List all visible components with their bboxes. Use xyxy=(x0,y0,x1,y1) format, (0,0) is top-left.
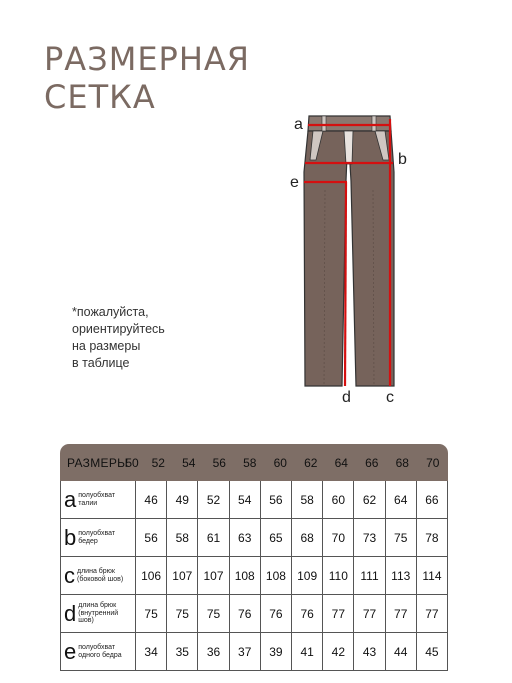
table-cell: 107 xyxy=(198,557,229,594)
table-cell: 60 xyxy=(323,481,354,518)
row-letter: a xyxy=(64,486,77,512)
row-letter: c xyxy=(64,562,75,588)
size-table-body xyxy=(60,481,448,671)
title-line-1: РАЗМЕРНАЯ xyxy=(44,40,251,78)
note-line-2: ориентируйтесь xyxy=(72,322,165,336)
row-description: длина брюк (боковой шов) xyxy=(77,568,124,583)
table-cell: 56 xyxy=(261,481,292,518)
header-size: 60 xyxy=(273,455,287,470)
table-cell: 56 xyxy=(136,519,167,556)
table-cell: 106 xyxy=(136,557,167,594)
table-cell: 58 xyxy=(167,519,198,556)
header-label: РАЗМЕРЫ xyxy=(67,455,129,470)
row-letter: e xyxy=(64,638,77,664)
header-size: 68 xyxy=(395,455,409,470)
header-size: 52 xyxy=(151,455,165,470)
table-cell: 41 xyxy=(292,633,323,670)
table-cell: 45 xyxy=(417,633,448,670)
table-row xyxy=(60,633,448,671)
row-label xyxy=(60,481,136,518)
table-cell: 73 xyxy=(354,519,385,556)
table-cell: 111 xyxy=(354,557,385,594)
note-line-4: в таблице xyxy=(72,356,130,370)
header-size: 66 xyxy=(365,455,379,470)
label-e: e xyxy=(290,174,299,191)
table-cell: 35 xyxy=(167,633,198,670)
measure-line-d xyxy=(345,182,346,386)
row-label xyxy=(60,633,136,670)
table-cell: 36 xyxy=(198,633,229,670)
size-table-header xyxy=(60,444,448,481)
table-cell: 78 xyxy=(417,519,448,556)
table-cell: 42 xyxy=(323,633,354,670)
note-line-1: *пожалуйста, xyxy=(72,305,149,319)
table-cell: 52 xyxy=(198,481,229,518)
belt-loop xyxy=(372,116,376,131)
pants-fly xyxy=(344,131,353,164)
pants-left-leg xyxy=(304,131,348,386)
header-size: 54 xyxy=(182,455,196,470)
table-cell: 37 xyxy=(230,633,261,670)
table-cell: 110 xyxy=(323,557,354,594)
row-label xyxy=(60,595,136,632)
label-d: d xyxy=(342,389,351,406)
table-cell: 43 xyxy=(354,633,385,670)
pants-waistband xyxy=(308,116,391,131)
table-cell: 75 xyxy=(198,595,229,632)
table-cell: 76 xyxy=(292,595,323,632)
table-row xyxy=(60,595,448,633)
table-cell: 76 xyxy=(261,595,292,632)
table-cell: 62 xyxy=(354,481,385,518)
row-description: полуобхват талии xyxy=(78,492,116,507)
table-cell: 66 xyxy=(417,481,448,518)
header-size: 62 xyxy=(304,455,318,470)
title-line-2: СЕТКА xyxy=(44,78,156,116)
header-size: 64 xyxy=(334,455,348,470)
table-cell: 77 xyxy=(386,595,417,632)
pants-right-leg xyxy=(348,131,394,386)
table-cell: 75 xyxy=(386,519,417,556)
row-description: полуобхват одного бедра xyxy=(78,644,122,659)
table-row xyxy=(60,481,448,519)
table-cell: 65 xyxy=(261,519,292,556)
table-cell: 108 xyxy=(261,557,292,594)
table-cell: 49 xyxy=(167,481,198,518)
table-cell: 61 xyxy=(198,519,229,556)
label-a: a xyxy=(294,116,303,133)
table-cell: 34 xyxy=(136,633,167,670)
table-cell: 113 xyxy=(386,557,417,594)
belt-loop xyxy=(322,116,326,131)
row-label xyxy=(60,557,136,594)
label-c: c xyxy=(386,389,394,406)
table-cell: 64 xyxy=(386,481,417,518)
row-description: длина брюк (внутренний шов) xyxy=(78,602,119,625)
header-size: 50 xyxy=(125,455,139,470)
header-size: 58 xyxy=(243,455,257,470)
table-cell: 114 xyxy=(417,557,448,594)
table-row xyxy=(60,519,448,557)
table-cell: 54 xyxy=(230,481,261,518)
table-cell: 58 xyxy=(292,481,323,518)
table-cell: 68 xyxy=(292,519,323,556)
size-table xyxy=(60,444,448,671)
table-cell: 75 xyxy=(167,595,198,632)
row-label xyxy=(60,519,136,556)
table-cell: 44 xyxy=(386,633,417,670)
table-cell: 77 xyxy=(417,595,448,632)
header-size: 56 xyxy=(212,455,226,470)
table-cell: 39 xyxy=(261,633,292,670)
table-cell: 108 xyxy=(230,557,261,594)
row-description: полуобхват бедер xyxy=(78,530,116,545)
table-cell: 77 xyxy=(323,595,354,632)
table-cell: 75 xyxy=(136,595,167,632)
table-cell: 46 xyxy=(136,481,167,518)
table-cell: 107 xyxy=(167,557,198,594)
table-cell: 77 xyxy=(354,595,385,632)
table-row xyxy=(60,557,448,595)
table-cell: 63 xyxy=(230,519,261,556)
table-cell: 70 xyxy=(323,519,354,556)
label-b: b xyxy=(398,151,407,168)
table-cell: 76 xyxy=(230,595,261,632)
row-letter: b xyxy=(64,524,77,550)
row-letter: d xyxy=(64,600,77,626)
note-line-3: на размеры xyxy=(72,339,141,353)
header-size: 70 xyxy=(426,455,440,470)
table-cell: 109 xyxy=(292,557,323,594)
